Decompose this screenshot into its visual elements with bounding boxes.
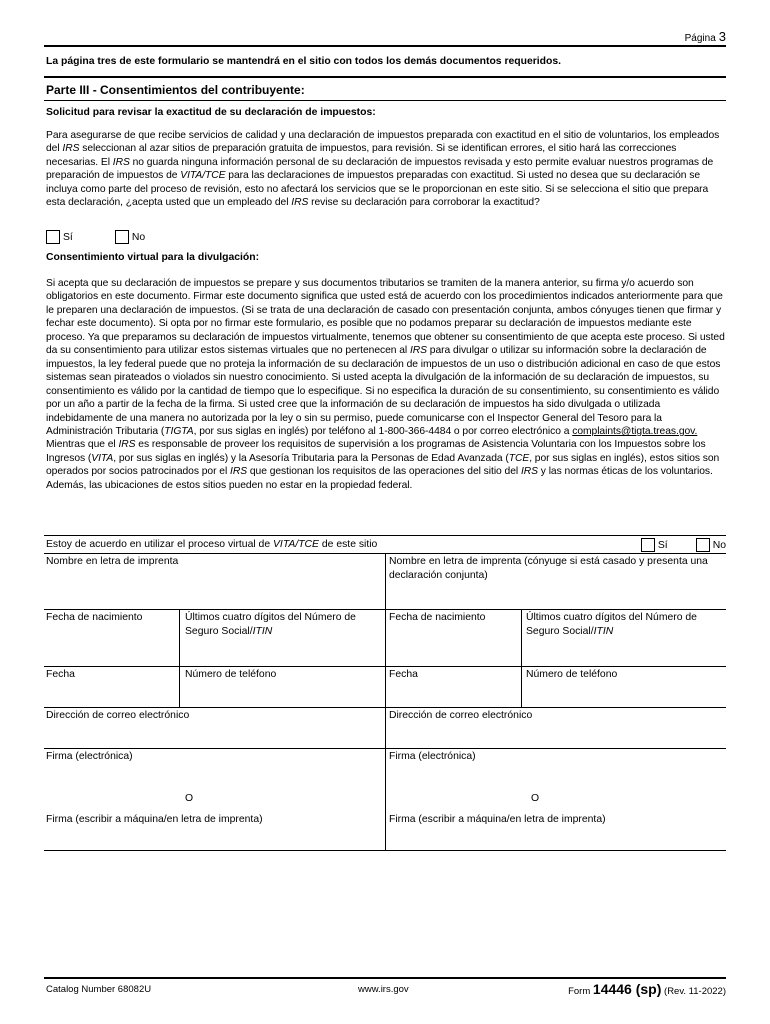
right-typed-signature-field[interactable]: Firma (escribir a máquina/en letra de imprenta) bbox=[389, 814, 606, 825]
right-dob-field[interactable]: Fecha de nacimiento bbox=[389, 612, 486, 623]
top-rule bbox=[44, 45, 726, 47]
page-number-value: 3 bbox=[718, 29, 726, 44]
right-or-label: O bbox=[531, 793, 540, 804]
part3-title: Parte III - Consentimientos del contribuyente: bbox=[46, 83, 305, 97]
left-dob-field[interactable]: Fecha de nacimiento bbox=[46, 612, 143, 623]
left-email-field[interactable]: Dirección de correo electrónico bbox=[46, 710, 190, 721]
agree-no-label: No bbox=[712, 539, 726, 551]
agree-yes-option[interactable] bbox=[641, 538, 668, 552]
left-name-field[interactable]: Nombre en letra de imprenta bbox=[46, 556, 179, 567]
part3-top-rule bbox=[44, 76, 726, 78]
left-phone-field[interactable]: Número de teléfono bbox=[185, 669, 277, 680]
catalog-number: Catalog Number 68082U bbox=[46, 984, 152, 995]
review-no-checkbox[interactable] bbox=[115, 230, 129, 244]
page-label: Página bbox=[684, 33, 716, 44]
agree-no-checkbox[interactable] bbox=[696, 538, 710, 552]
right-signature-field[interactable]: Firma (electrónica) bbox=[389, 751, 476, 762]
virtual-consent-paragraph: Si acepta que su declaración de impuestos se prepare y sus documentos tributarios se tramiten de la manera anterior, su firma y/o acuerdo son obligatorios en este documento. Firmar este documento significa que usted está de acuerdo con los procedimientos indicados anteriormente para que le preparen una declaración de impuestos. (Si se trata de una declaración de casado con presentación conjunta, ambos cónyuges tienen que firmar y fechar este documento). Si opta por no firmar este formulario, es posible que no podamos preparar su declaración de impuestos mediante este proceso. Ya que preparamos su declaración de impuestos virtualmente, tenemos que obtener su consentimiento de que acepta este proceso. Si usted da su consentimiento para utilizar estos sistemas virtuales que no pertenecen al IRS para divulgar o utilizar su información sobre la declaración de impuestos, la ley federal puede que no proteja la información de su declaración de impuestos de un uso o distribución adicional en caso de que estos sistemas sean pirateados o violados sin nuestro conocimiento. Si usted acepta la divulgación de la información de su declaración de impuestos, su consentimiento es válido por la cantidad de tiempo que lo especifique. Si no especifica la duración de su consentimiento, su consentimiento es válido por un año a partir de la fecha de la firma. Si usted cree que la información de su declaración de impuestos ha sido divulgada o utilizada indebidamente de una manera no autorizada por la ley o sin su permiso, puede comunicarse con el Inspector General del Tesoro para la Administración Tributaria (TIGTA, por sus siglas en inglés) por teléfono al 1-800-366-4484 o por correo electrónico a complaints@tigta.treas.gov. Mientras que el IRS es responsable de proveer los requisitos de supervisión a los programas de Asistencia Voluntaria con los Impuestos sobre los Ingresos (VITA, por sus siglas en inglés) y la Asesoría Tributaria para la Personas de Edad Avanzada (TCE, por sus siglas en inglés), estos sitios son operados por socios patrocinados por el IRS que gestionan los requisitos de las operaciones del sitio del IRS y las normas éticas de los voluntarios. Además, las ubicaciones de estos sitios pueden no estar en la propiedad federal. bbox=[46, 278, 725, 491]
left-typed-signature-field[interactable]: Firma (escribir a máquina/en letra de imprenta) bbox=[46, 814, 263, 825]
review-no-option[interactable] bbox=[115, 230, 145, 244]
agree-no-option[interactable] bbox=[696, 538, 726, 552]
website-link[interactable]: www.irs.gov bbox=[358, 984, 409, 995]
agree-virtual-text: Estoy de acuerdo en utilizar el proceso virtual de VITA/TCE de este sitio bbox=[46, 539, 378, 550]
review-no-label: No bbox=[131, 231, 146, 243]
review-consent-options bbox=[46, 230, 187, 244]
agree-top-rule bbox=[44, 535, 726, 536]
right-date-field[interactable]: Fecha bbox=[389, 669, 418, 680]
agree-yes-label: Sí bbox=[657, 539, 668, 551]
agree-yes-checkbox[interactable] bbox=[641, 538, 655, 552]
right-ssn-field[interactable]: Últimos cuatro dígitos del Número de Seguro Social/ITIN bbox=[526, 612, 697, 637]
review-paragraph: Para asegurarse de que recibe servicios de calidad y una declaración de impuestos preparada con exactitud en el sitio de voluntarios, los empleados del IRS seleccionan al azar sitios de preparación gratuita de impuestos, para revisión. Si se identifican errores, el sitio hará las correcciones necesarias. El IRS no guarda ninguna información personal de su declaración de impuestos revisada y esto permite evaluar nuestros programas de preparación de impuestos de VITA/TCE para las declaraciones de impuestos preparadas con exactitud. Si usted no desea que su declaración se incluya como parte del proceso de revisión, esto no afectará los servicios que se le proporcionan en este sitio. Si se selecciona el sitio que prepara esta declaración, ¿acepta usted que un empleado del IRS revise su declaración para corroborar la exactitud? bbox=[46, 130, 720, 209]
notice-text: La página tres de este formulario se mantendrá en el sitio con todos los demás documentos requeridos. bbox=[46, 56, 562, 67]
left-date-field[interactable]: Fecha bbox=[46, 669, 75, 680]
left-or-label: O bbox=[185, 793, 194, 804]
left-signature-field[interactable]: Firma (electrónica) bbox=[46, 751, 133, 762]
virtual-consent-heading: Consentimiento virtual para la divulgación: bbox=[46, 252, 260, 263]
right-name-field[interactable]: Nombre en letra de imprenta (cónyuge si está casado y presenta una declaración conjunta) bbox=[389, 556, 708, 581]
review-yes-checkbox[interactable] bbox=[46, 230, 60, 244]
form-number: Form 14446 (sp) (Rev. 11-2022) bbox=[568, 981, 726, 997]
part3-bottom-rule bbox=[44, 100, 726, 101]
footer-rule bbox=[44, 977, 726, 979]
agree-virtual-options bbox=[641, 538, 726, 552]
left-ssn-field[interactable]: Últimos cuatro dígitos del Número de Seguro Social/ITIN bbox=[185, 612, 356, 637]
signature-form-grid bbox=[44, 553, 726, 851]
page-number bbox=[685, 29, 726, 44]
review-yes-label: Sí bbox=[63, 231, 73, 243]
right-phone-field[interactable]: Número de teléfono bbox=[526, 669, 618, 680]
review-yes-option[interactable] bbox=[46, 230, 73, 244]
review-heading: Solicitud para revisar la exactitud de su declaración de impuestos: bbox=[46, 107, 376, 118]
right-email-field[interactable]: Dirección de correo electrónico bbox=[389, 710, 533, 721]
tigta-email-link[interactable]: complaints@tigta.treas.gov. bbox=[572, 425, 698, 437]
